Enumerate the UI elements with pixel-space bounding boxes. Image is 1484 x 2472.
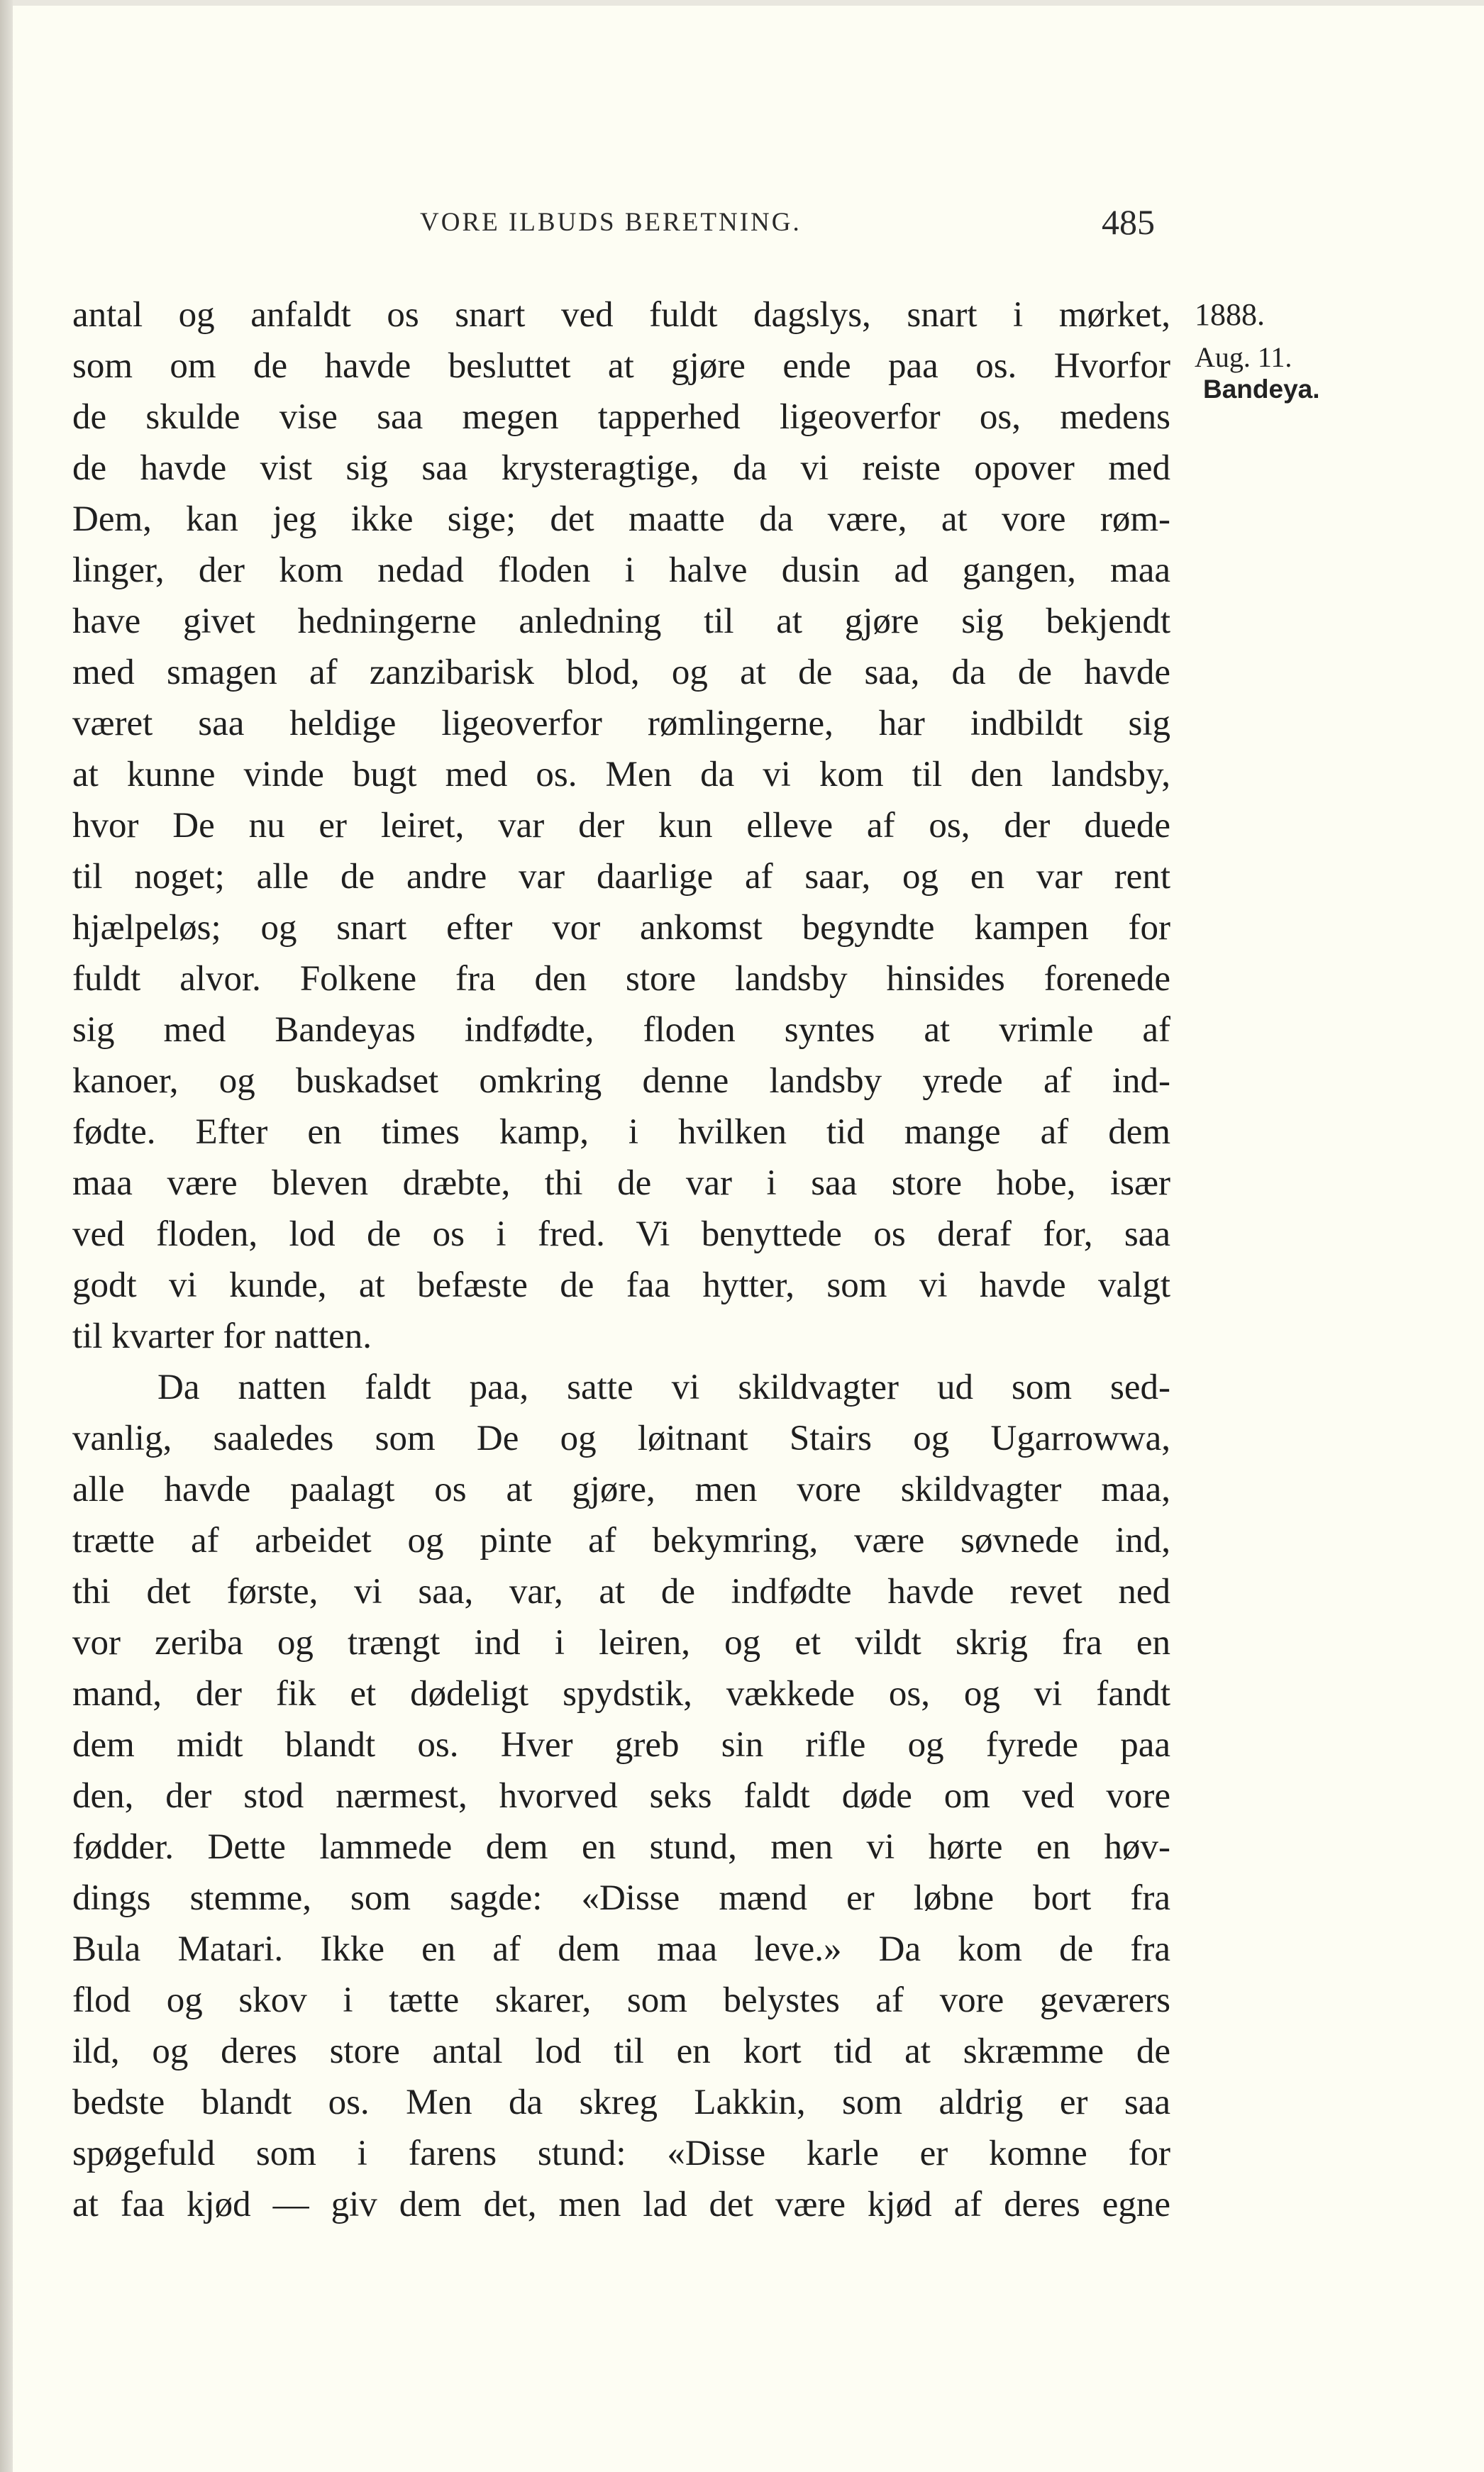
text-line: at faa kjød — giv dem det, men lad det være kjød af deres egne	[72, 2185, 1170, 2224]
margin-note-year: 1888.	[1195, 297, 1265, 332]
text-line: de havde vist sig saa krysteragtige, da vi reiste opover med	[72, 448, 1170, 488]
paragraph-end-line: til kvarter for natten.	[72, 1317, 372, 1356]
text-line: til noget; alle de andre var daarlige af saar, og en var rent	[72, 857, 1170, 897]
text-line: hvor De nu er leiret, var der kun elleve af os, der duede	[72, 806, 1170, 846]
text-line: fuldt alvor. Folkene fra den store landsby hinsides forenede	[72, 959, 1170, 999]
text-line: vor zeriba og trængt ind i leiren, og et vildt skrig fra en	[72, 1623, 1170, 1663]
text-line: ved floden, lod de os i fred. Vi benyttede os deraf for, saa	[72, 1214, 1170, 1254]
margin-note-place: Bandeya.	[1203, 375, 1320, 404]
text-line: have givet hedningerne anledning til at gjøre sig bekjendt	[72, 602, 1170, 641]
text-line: den, der stod nærmest, hvorved seks faldt døde om ved vore	[72, 1776, 1170, 1816]
text-line: godt vi kunde, at befæste de faa hytter, som vi havde valgt	[72, 1265, 1170, 1305]
text-line: mand, der fik et dødeligt spydstik, vækkede os, og vi fandt	[72, 1674, 1170, 1714]
text-line: alle havde paalagt os at gjøre, men vore skildvagter maa,	[72, 1470, 1170, 1509]
text-line: fødder. Dette lammede dem en stund, men vi hørte en høv-	[72, 1827, 1170, 1867]
text-line: hjælpeløs; og snart efter vor ankomst begyndte kampen for	[72, 908, 1170, 948]
text-line: sig med Bandeyas indfødte, floden syntes at vrimle af	[72, 1010, 1170, 1050]
paragraph-start-line: Da natten faldt paa, satte vi skildvagter ud som sed-	[157, 1368, 1170, 1407]
text-line: flod og skov i tætte skarer, som belystes af vore geværers	[72, 1980, 1170, 2020]
text-line: bedste blandt os. Men da skreg Lakkin, som aldrig er saa	[72, 2083, 1170, 2122]
body-text	[72, 289, 1170, 2230]
text-line: været saa heldige ligeoverfor rømlingerne, har indbildt sig	[72, 704, 1170, 743]
text-line: at kunne vinde bugt med os. Men da vi kom til den landsby,	[72, 755, 1170, 794]
text-line: Dem, kan jeg ikke sige; det maatte da være, at vore røm-	[72, 499, 1170, 539]
page-number: 485	[1102, 202, 1155, 242]
text-line: maa være bleven dræbte, thi de var i saa store hobe, især	[72, 1163, 1170, 1203]
text-line: de skulde vise saa megen tapperhed ligeoverfor os, medens	[72, 397, 1170, 437]
text-line: vanlig, saaledes som De og løitnant Stairs og Ugarrowwa,	[72, 1419, 1170, 1458]
text-line: trætte af arbeidet og pinte af bekymring, være søvnede ind,	[72, 1521, 1170, 1561]
running-title: VORE ILBUDS BERETNING.	[420, 208, 802, 237]
text-line: spøgefuld som i farens stund: «Disse karle er komne for	[72, 2134, 1170, 2173]
text-line: fødte. Efter en times kamp, i hvilken tid mange af dem	[72, 1112, 1170, 1152]
text-line: antal og anfaldt os snart ved fuldt dagslys, snart i mørket,	[72, 295, 1170, 335]
page-edge-shadow	[0, 0, 13, 2472]
text-line: dings stemme, som sagde: «Disse mænd er løbne bort fra	[72, 1878, 1170, 1918]
margin-note-date: Aug. 11.	[1195, 341, 1292, 373]
text-line: linger, der kom nedad floden i halve dusin ad gangen, maa	[72, 550, 1170, 590]
text-line: thi det første, vi saa, var, at de indfødte havde revet ned	[72, 1572, 1170, 1612]
text-line: Bula Matari. Ikke en af dem maa leve.» Da kom de fra	[72, 1929, 1170, 1969]
margin-notes	[1195, 289, 1320, 404]
text-line: ild, og deres store antal lod til en kort tid at skræmme de	[72, 2032, 1170, 2071]
text-line: med smagen af zanzibarisk blod, og at de saa, da de havde	[72, 653, 1170, 692]
text-line: kanoer, og buskadset omkring denne landsby yrede af ind-	[72, 1061, 1170, 1101]
text-line: dem midt blandt os. Hver greb sin rifle og fyrede paa	[72, 1725, 1170, 1765]
text-line: som om de havde besluttet at gjøre ende paa os. Hvorfor	[72, 346, 1170, 386]
